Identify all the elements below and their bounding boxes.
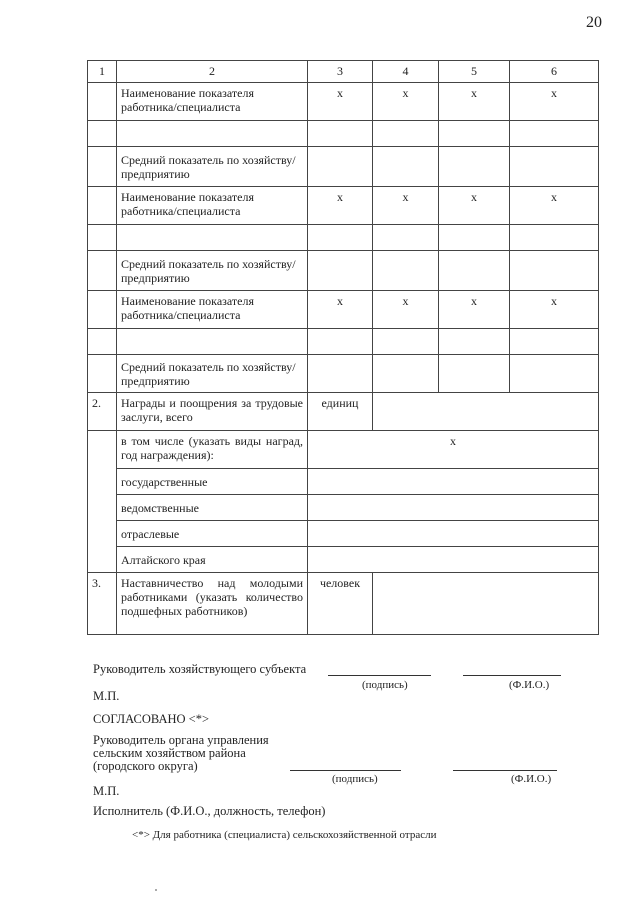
agreed-label: СОГЛАСОВАНО <*> (93, 712, 210, 726)
header-cell: 4 (373, 61, 439, 83)
average-row (88, 147, 599, 187)
fio-caption: (Ф.И.О.) (509, 679, 550, 691)
award-type-row (88, 495, 599, 521)
fio-caption: (Ф.И.О.) (511, 773, 552, 785)
empty-row (88, 225, 599, 251)
authority-line-2: сельским хозяйством района (93, 746, 246, 760)
x-mark: x (373, 187, 439, 225)
fio-line (453, 770, 557, 771)
indicator-name-label: Наименование показателя работника/специалиста (117, 187, 308, 225)
empty-row (88, 329, 599, 355)
award-type-row (88, 521, 599, 547)
indicator-name-row (88, 291, 599, 329)
mentoring-row (88, 573, 599, 635)
mentoring-label: Наставничество над молодыми работниками (указать количество подшефных работников) (117, 573, 308, 635)
average-label: Средний показатель по хозяйству/предприятию (117, 355, 308, 393)
header-cell: 5 (439, 61, 510, 83)
x-mark: x (439, 291, 510, 329)
signature-caption: (подпись) (332, 773, 378, 785)
stamp-label: М.П. (93, 784, 120, 798)
row-number: 2. (88, 393, 117, 431)
footnote: <*> Для работника (специалиста) сельскохозяйственной отрасли (132, 829, 437, 841)
stamp-label: М.П. (93, 689, 120, 703)
signature-line (290, 770, 401, 771)
header-cell: 3 (308, 61, 373, 83)
awards-unit: единиц (308, 393, 373, 431)
indicator-name-row (88, 83, 599, 121)
signature-caption: (подпись) (362, 679, 408, 691)
header-cell: 2 (117, 61, 308, 83)
x-mark: x (308, 291, 373, 329)
average-row (88, 355, 599, 393)
authority-line-3: (городского округа) (93, 759, 198, 773)
signature-line (328, 675, 431, 676)
indicator-name-label: Наименование показателя работника/специалиста (117, 291, 308, 329)
award-type-label: отраслевые (117, 521, 308, 547)
x-mark: х (308, 431, 599, 469)
indicators-table (87, 60, 599, 635)
x-mark: x (510, 83, 599, 121)
x-mark: x (510, 187, 599, 225)
x-mark: x (439, 83, 510, 121)
x-mark: x (373, 291, 439, 329)
table-header-row (88, 61, 599, 83)
empty-row (88, 121, 599, 147)
award-type-label: государственные (117, 469, 308, 495)
page-number: 20 (586, 14, 602, 31)
header-cell: 6 (510, 61, 599, 83)
x-mark: x (308, 83, 373, 121)
x-mark: x (373, 83, 439, 121)
x-mark: x (308, 187, 373, 225)
x-mark: x (510, 291, 599, 329)
header-cell: 1 (88, 61, 117, 83)
mentoring-unit: человек (308, 573, 373, 635)
average-row (88, 251, 599, 291)
head-of-entity-label: Руководитель хозяйствующего субъекта (93, 662, 307, 676)
executor-label: Исполнитель (Ф.И.О., должность, телефон) (93, 804, 326, 818)
x-mark: x (439, 187, 510, 225)
average-label: Средний показатель по хозяйству/предприятию (117, 251, 308, 291)
indicator-name-row (88, 187, 599, 225)
indicator-name-label: Наименование показателя работника/специалиста (117, 83, 308, 121)
award-type-label: Алтайского края (117, 547, 308, 573)
awards-label: Награды и поощрения за трудовые заслуги, всего (117, 393, 308, 431)
award-type-label: ведомственные (117, 495, 308, 521)
award-type-row (88, 547, 599, 573)
authority-line-1: Руководитель органа управления (93, 733, 269, 747)
awards-including-row (88, 431, 599, 469)
row-number: 3. (88, 573, 117, 635)
awards-row (88, 393, 599, 431)
fio-line (463, 675, 561, 676)
awards-including-label: в том числе (указать виды наград, год награждения): (117, 431, 308, 469)
average-label: Средний показатель по хозяйству/предприятию (117, 147, 308, 187)
award-type-row (88, 469, 599, 495)
scan-speck (155, 889, 157, 891)
